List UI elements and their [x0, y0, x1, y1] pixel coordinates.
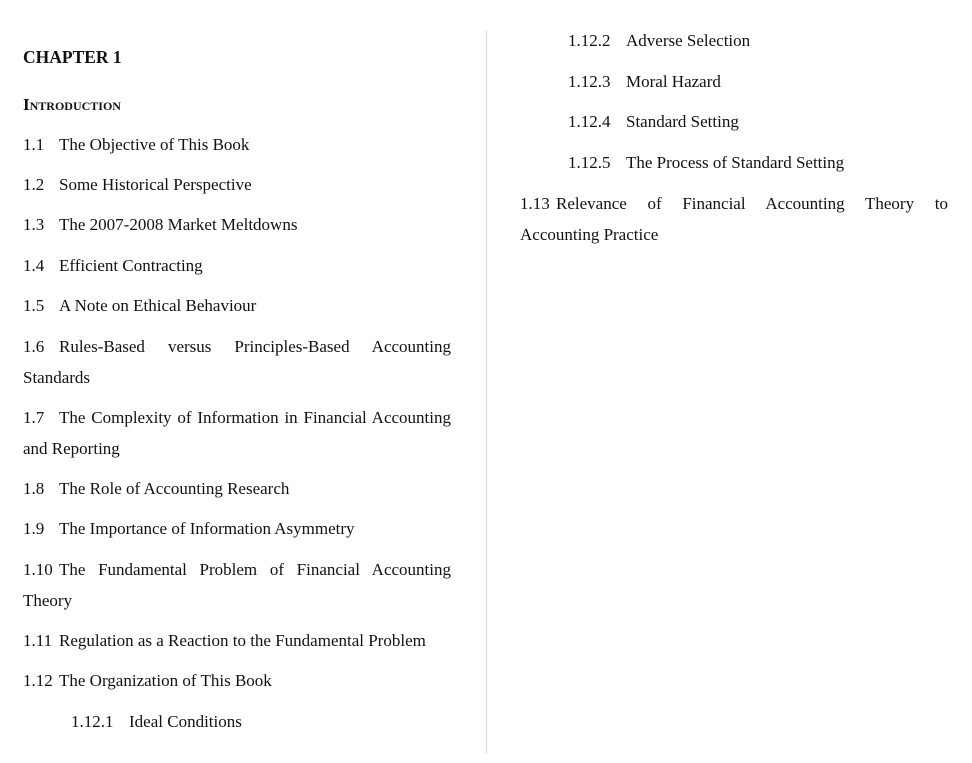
toc-entry-1-6[interactable]	[23, 331, 451, 393]
toc-entry-1-4[interactable]	[23, 250, 451, 281]
toc-entry-1-3[interactable]	[23, 209, 451, 240]
toc-entry-number: 1.10	[23, 560, 53, 579]
toc-entry-title: The Fundamental Problem of Financial Accounting Theory	[23, 560, 451, 610]
toc-entry-number: 1.6	[23, 337, 45, 356]
toc-entry-title: Standard Setting	[626, 112, 739, 131]
toc-entry-title: Relevance of Financial Accounting Theory to Accounting Practice	[520, 194, 948, 244]
toc-entry-number: 1.5	[23, 296, 45, 315]
toc-entry-number: 1.12.5	[568, 153, 611, 172]
toc-entry-number: 1.7	[23, 408, 45, 427]
toc-entry-1-2[interactable]	[23, 169, 451, 200]
toc-entry-number: 1.1	[23, 135, 45, 154]
toc-entry-1-9[interactable]	[23, 513, 451, 544]
toc-entry-1-11[interactable]	[23, 625, 451, 656]
toc-entry-number: 1.12.2	[568, 31, 611, 50]
toc-entry-number: 1.3	[23, 215, 45, 234]
toc-entry-1-7[interactable]	[23, 402, 451, 464]
toc-entry-title: A Note on Ethical Behaviour	[59, 296, 257, 315]
toc-entry-1-12-4[interactable]	[568, 106, 948, 137]
toc-entry-1-10[interactable]	[23, 554, 451, 616]
toc-entry-1-12-2[interactable]	[568, 25, 948, 56]
toc-entry-title: Efficient Contracting	[59, 256, 203, 275]
toc-entry-title: The Complexity of Information in Financial Accounting and Reporting	[23, 408, 451, 458]
chapter-heading: CHAPTER 1	[23, 47, 122, 67]
column-divider	[486, 30, 487, 754]
toc-entry-1-13[interactable]	[520, 188, 948, 250]
toc-entry-title: The Importance of Information Asymmetry	[59, 519, 355, 538]
toc-entry-1-12[interactable]	[23, 665, 451, 696]
toc-entry-title: The 2007-2008 Market Meltdowns	[59, 215, 298, 234]
chapter-title: Introduction	[23, 95, 121, 114]
toc-entry-number: 1.2	[23, 175, 45, 194]
toc-entry-number: 1.12	[23, 671, 53, 690]
toc-entry-number: 1.11	[23, 631, 53, 650]
toc-entry-1-8[interactable]	[23, 473, 451, 504]
toc-entry-title: The Role of Accounting Research	[59, 479, 290, 498]
toc-entry-number: 1.12.3	[568, 72, 611, 91]
toc-entry-title: Regulation as a Reaction to the Fundamental Problem	[59, 631, 426, 650]
toc-entry-number: 1.13	[520, 194, 550, 213]
toc-entry-title: Moral Hazard	[626, 72, 721, 91]
toc-entry-title: Ideal Conditions	[129, 712, 242, 731]
toc-entry-1-12-1[interactable]	[71, 706, 451, 737]
toc-entry-1-1[interactable]	[23, 129, 451, 160]
toc-entry-1-5[interactable]	[23, 290, 451, 321]
toc-entry-title: Rules-Based versus Principles-Based Accounting Standards	[23, 337, 451, 387]
toc-entry-number: 1.8	[23, 479, 45, 498]
toc-entry-1-12-5[interactable]	[568, 147, 948, 178]
toc-entry-number: 1.12.4	[568, 112, 611, 131]
toc-entry-title: The Organization of This Book	[59, 671, 272, 690]
toc-entry-number: 1.4	[23, 256, 45, 275]
toc-entry-title: The Process of Standard Setting	[626, 153, 845, 172]
toc-entry-title: Some Historical Perspective	[59, 175, 252, 194]
toc-entry-1-12-3[interactable]	[568, 66, 948, 97]
toc-entry-number: 1.9	[23, 519, 45, 538]
toc-entry-number: 1.12.1	[71, 712, 114, 731]
toc-entry-title: The Objective of This Book	[59, 135, 250, 154]
toc-entry-title: Adverse Selection	[626, 31, 751, 50]
